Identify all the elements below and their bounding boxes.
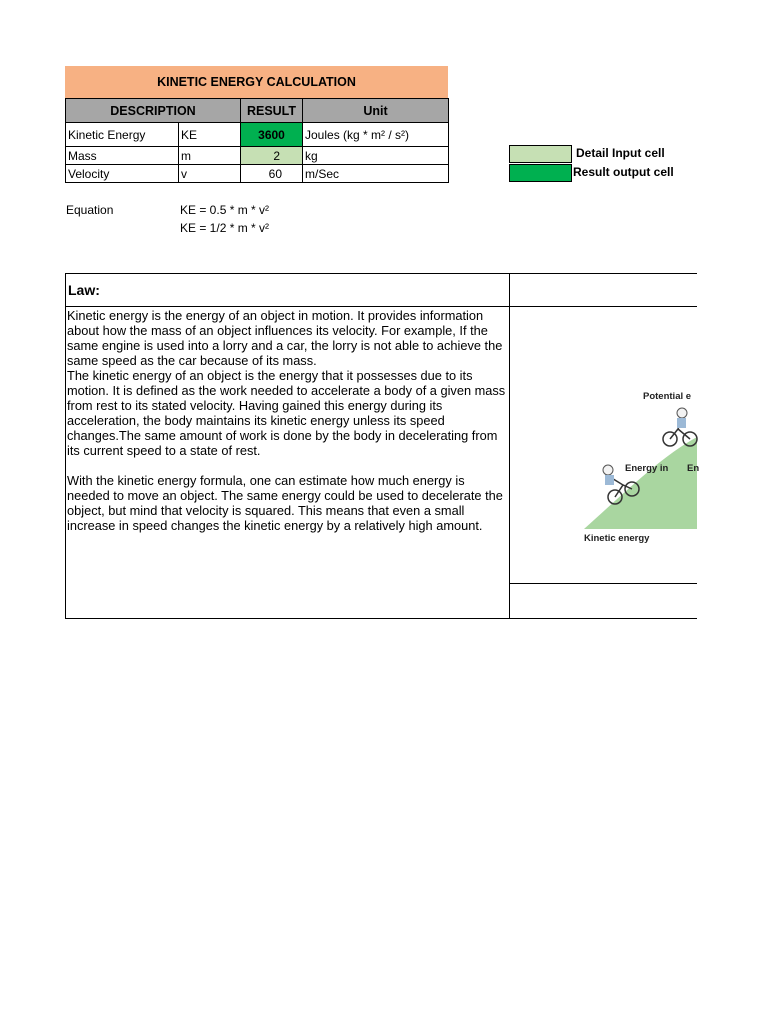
- equation-line-1: KE = 0.5 * m * v²: [180, 203, 270, 217]
- table-row: [66, 165, 449, 183]
- equation-label: Equation: [66, 203, 114, 217]
- result-output-cell[interactable]: 3600: [241, 123, 303, 147]
- energy-out-label: En: [687, 463, 700, 474]
- energy-hill-graphic: [510, 307, 700, 583]
- output-cell-legend-label: Result output cell: [573, 165, 674, 179]
- row-unit: m/Sec: [303, 165, 449, 183]
- law-paragraph: The kinetic energy of an object is the energy that it possesses due to its motion. It is defined as the work needed to accelerate a body of a given mass from rest to its stated velocity. Having gained this energy during its acceleration, the body maintains its kinetic energy unless its speed changes.The same amount of work is done by the body in decelerating from its current speed to a state of rest.: [67, 368, 506, 458]
- row-name: Kinetic Energy: [66, 123, 179, 147]
- calculation-table: [65, 98, 449, 183]
- energy-illustration: [510, 307, 700, 583]
- mass-input-cell[interactable]: 2: [241, 147, 303, 165]
- row-symbol: m: [179, 147, 241, 165]
- table-header-row: [66, 99, 449, 123]
- row-unit: Joules (kg * m² / s²): [303, 123, 449, 147]
- row-symbol: KE: [179, 123, 241, 147]
- law-paragraph: With the kinetic energy formula, one can estimate how much energy is needed to move an object. The same energy could be used to decelerate the object, but mind that velocity is squared. This means that even a small increase in speed changes the kinetic energy by a relatively high amount.: [67, 473, 503, 533]
- output-cell-swatch: [509, 164, 572, 182]
- illustration-bottom-divider: [510, 583, 697, 584]
- calculation-title: KINETIC ENERGY CALCULATION: [65, 66, 448, 98]
- law-heading: Law:: [68, 282, 100, 298]
- row-symbol: v: [179, 165, 241, 183]
- law-body: [67, 308, 509, 533]
- row-name: Mass: [66, 147, 179, 165]
- header-unit: Unit: [303, 99, 449, 123]
- potential-energy-label: Potential e: [643, 391, 692, 402]
- header-result: RESULT: [241, 99, 303, 123]
- row-name: Velocity: [66, 165, 179, 183]
- energy-in-label: Energy in: [625, 463, 669, 474]
- kinetic-energy-label: Kinetic energy: [584, 533, 650, 544]
- equation-line-2: KE = 1/2 * m * v²: [180, 221, 270, 235]
- table-row: [66, 147, 449, 165]
- header-description: DESCRIPTION: [66, 99, 241, 123]
- hill-shape: [584, 437, 700, 529]
- velocity-input-cell[interactable]: 60: [241, 165, 303, 183]
- law-paragraph: Kinetic energy is the energy of an object in motion. It provides information about how the mass of an object influences its velocity. For example, If the same engine is used into a lorry and a car, the lorry is not able to achieve the same speed as the car because of its mass.: [67, 308, 503, 368]
- row-unit: kg: [303, 147, 449, 165]
- input-cell-legend-label: Detail Input cell: [576, 146, 665, 160]
- table-row: [66, 123, 449, 147]
- input-cell-swatch: [509, 145, 572, 163]
